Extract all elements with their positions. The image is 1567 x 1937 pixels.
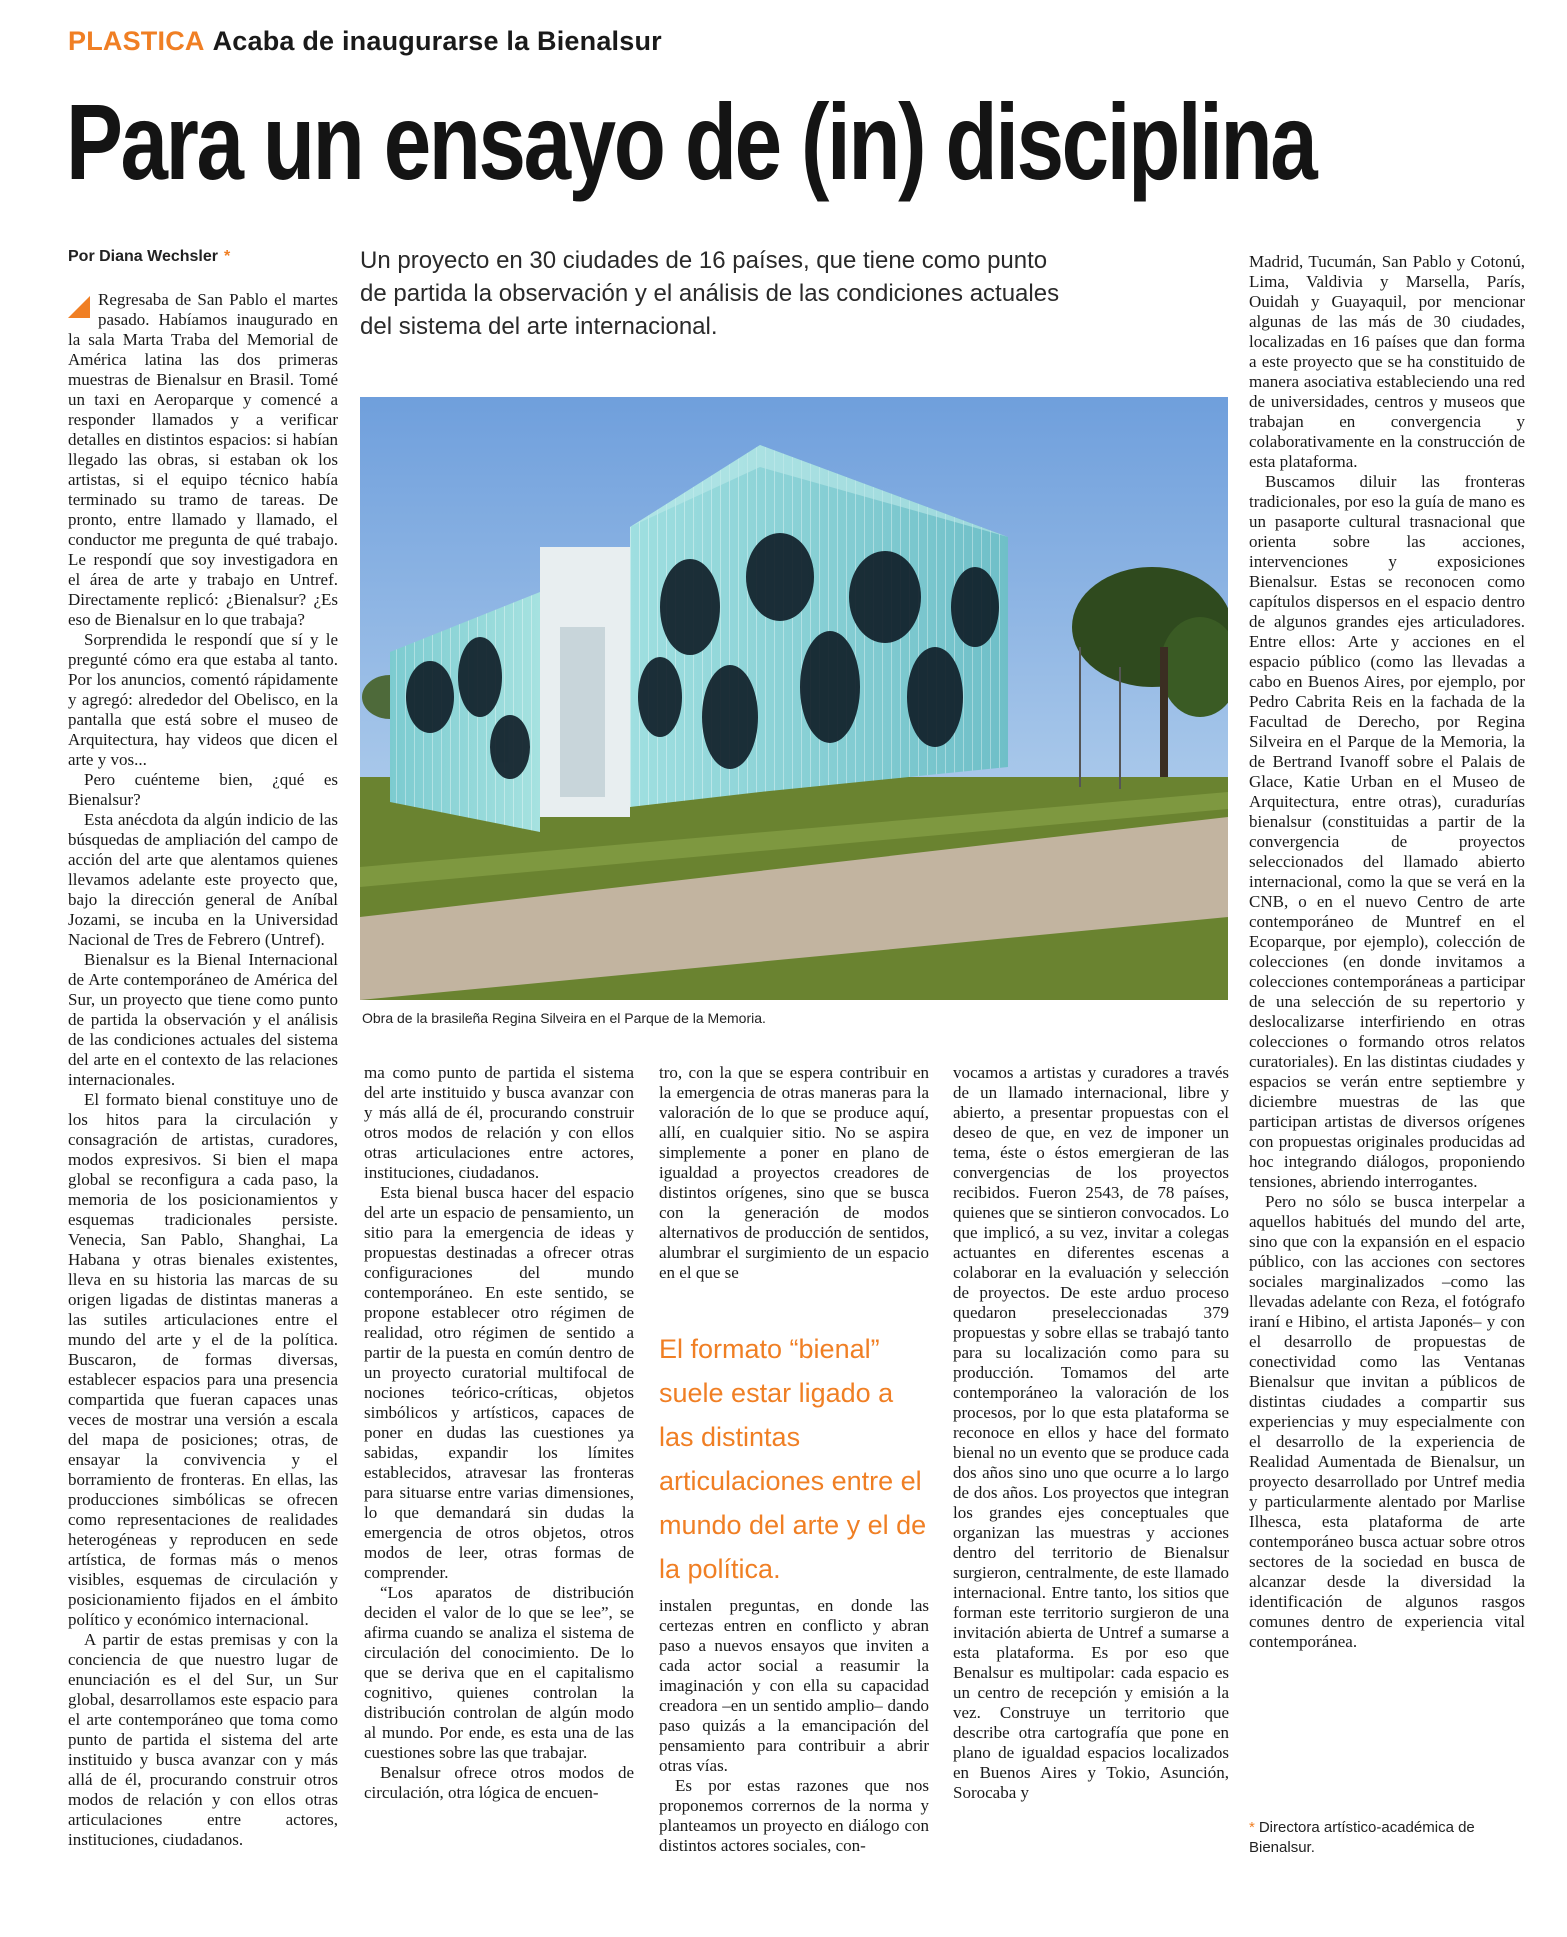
paragraph: Regresaba de San Pablo el martes pasado. Habíamos inaugurado en la sala Marta Traba del Memorial de América latina las dos primeras muestras de Bienalsur en Brasil. Tomé un taxi en Aeroparque y comencé a responder llamados y a verificar detalles en distintos espacios: si habían llegado las obras, si estaban ok los artistas, si el equipo técnico había terminado su tramo de tareas. De pronto, entre llamado y llamado, el conductor me pregunta de qué trabajo. Le respondí que soy investigadora en el área de arte y trabajo en Untref. Directamente replicó: ¿Bienalsur? ¿Es eso de Bienalsur en lo que trabaja? xyxy=(68,290,338,629)
kicker-subtitle: Acaba de inaugurarse la Bienalsur xyxy=(212,26,662,56)
paragraph: Pero no sólo se busca interpelar a aquellos habitués del mundo del arte, sino que con la expansión en el espacio público, con las acciones con sectores sociales marginalizados –como las llevadas adelante con Reza, el fotógrafo iraní e Hibino, el artista Japonés– y con el desarrollo de propuestas de conectividad como las Ventanas Bienalsur que invitan a públicos de distintas ciudades a compartir sus experiencias y muy especialmente con el desarrollo de la experiencia de Realidad Aumentada de Bienalsur, un proyecto desarrollado por Untref media y particularmente alentado por Marlise Ilhesca, esta plataforma de arte contemporáneo busca actuar sobre otros sectores de la sociedad en busca de alcanzar desde la diversidad la identificación de algunos rasgos comunes dentro de experiencia vital contemporánea. xyxy=(1249,1192,1525,1651)
lead-paragraph: Un proyecto en 30 ciudades de 16 países, que tiene como punto de partida la observación y el análisis de las condiciones actuales del sistema del arte internacional. xyxy=(360,247,1060,340)
paragraph: Esta anécdota da algún indicio de las búsquedas de ampliación del campo de acción del arte que alentamos quienes llevamos adelante este proyecto que, bajo la dirección general de Aníbal Jozami, se incuba en la Universidad Nacional de Tres de Febrero (Untref). xyxy=(68,810,338,949)
byline xyxy=(68,248,230,266)
paragraph: Bienalsur es la Bienal Internacional de Arte contemporáneo de América del Sur, un proyecto que tiene como punto de partida la observación y el análisis de las condiciones actuales del sistema del arte en el contexto de las relaciones internacionales. xyxy=(68,950,338,1089)
paragraph: “Los aparatos de distribución deciden el valor de lo que se lee”, se afirma cuando se analiza el sistema de circulación del conocimiento. De lo que se deriva que en el capitalismo cognitivo, quienes controlan la distribución controlan de algún modo al mundo. Por ende, es esta una de las cuestiones sobre las que trabajar. xyxy=(364,1583,634,1762)
column-4 xyxy=(953,1063,1229,1928)
author-name: Por Diana Wechsler xyxy=(68,248,218,265)
footnote-marker: * xyxy=(223,248,231,265)
paragraph: tro, con la que se espera contribuir en la emergencia de otras maneras para la valoración de lo que se produce aquí, allí, en cualquier sitio. No se aspira simplemente a poner en plano de igualdad a proyectos creadores de distintos orígenes, sino que se busca con la generación de modos alternativos de producción de sentidos, alumbrar el surgimiento de un espacio en el que se xyxy=(659,1063,929,1282)
paragraph: instalen preguntas, en donde las certezas entren en conflicto y abran paso a nuevos ensayos que inviten a cada actor social a reasumir la imaginación y con ella su capacidad creadora –en un sentido amplio– dando paso quizás a la emancipación del pensamiento para contribuir a abrir otras vías. xyxy=(659,1596,929,1775)
paragraph: Madrid, Tucumán, San Pablo y Cotonú, Lima, Valdivia y Marsella, París, Ouidah y Guayaquil, por mencionar algunas de las más de 30 ciudades, localizadas en 16 países que dan forma a este proyecto que se ha constituido de manera asociativa estableciendo una red de universidades, centros y museos que trabajan en convergencia y colaborativamente en la construcción de esta plataforma. xyxy=(1249,252,1525,471)
paragraph: Es por estas razones que nos proponemos corrernos de la norma y planteamos un proyecto en diálogo con distintos actores sociales, con- xyxy=(659,1776,929,1855)
section-label: PLASTICA xyxy=(68,26,205,56)
glass-pavilion-illustration xyxy=(360,397,1228,1000)
column-5 xyxy=(1249,252,1525,1812)
paragraph: El formato bienal constituye uno de los hitos para la circulación y consagración de artistas, curadores, modos expresivos. Si bien el mapa global se reconfigura a cada paso, la memoria de los posicionamientos y esquemas tradicionales persiste. Venecia, San Pablo, Shanghai, La Habana y otras bienales existentes, lleva en su historia las marcas de su origen ligadas de distintas maneras a las sutiles articulaciones entre el mundo del arte y el de la política. Buscaron, de formas diversas, establecer espacios para una presencia compartida que fueran capaces unas veces de mostrar una versión a escala del mapa de posiciones; otras, de ensayar la convivencia y el borramiento de fronteras. En ellas, las producciones simbólicas se ofrecen como representaciones de realidades heterogéneas y reproducen en sede artística, de formas más o menos visibles, esquemas de circulación y posicionamiento fijados en el ámbito político y económico internacional. xyxy=(68,1090,338,1629)
column-3-bottom xyxy=(659,1596,929,1926)
paragraph: vocamos a artistas y curadores a través de un llamado internacional, libre y abierto, a presentar propuestas con el deseo de que, en vez de imponer un tema, éste o éstos emergieran de las convergencias de los proyectos recibidos. Fueron 2543, de 78 países, quienes que se sintieron convocados. Lo que implicó, a su vez, invitar a colegas actuantes en diferentes escenas a colaborar en la evaluación y selección de proyectos. De este arduo proceso quedaron preseleccionadas 379 propuestas y sobre ellas se trabajó tanto para su localización como para su producción. Tomamos del arte contemporáneo la valoración de los procesos, por lo que esta plataforma se reconoce en ellos y hace del formato bienal no un evento que se produce cada dos años sino uno que ocurre a lo largo de dos años. Los proyectos que integran los grandes ejes conceptuales que organizan las muestras y acciones dentro del territorio de Bienalsur surgieron, centralmente, de este llamado internacional. Entre tanto, los sitios que forman este territorio surgieron de una invitación abierta de Untref a sumarse a esta plataforma. Es por eso que Benalsur es multipolar: cada espacio es un centro de recepción y emisión a la vez. Construye un territorio que describe otra cartografía que pone en plano de igualdad espacios localizados en Buenos Aires y Tokio, Asunción, Sorocaba y xyxy=(953,1063,1229,1802)
paragraph: Buscamos diluir las fronteras tradicionales, por eso la guía de mano es un pasaporte cultural trasnacional que orienta sobre las acciones, intervenciones y exposiciones Bienalsur. Estas se reconocen como capítulos dispersos en el espacio dentro de algunos grandes ejes articuladores. Entre ellos: Arte y acciones en el espacio público (como las llevadas a cabo en Buenos Aires, por ejemplo, por Pedro Cabrita Reis en la fachada de la Facultad de Derecho, por Regina Silveira en el Parque de la Memoria, la de Bertrand Ivanoff sobre el Palais de Glace, Katie Urban en el Museo de Arquitectura, entre otras), curadurías bienalsur (constituidas a partir de la convergencia de proyectos seleccionados del llamado abierto internacional, como la que se verá en la CNB, o en el nuevo Centro de arte contemporáneo de Muntref en el Ecoparque, por ejemplo), colección de colecciones (en donde invitamos a colecciones contemporáneas a participar de una selección de su repertorio y deslocalizarse interfiriendo en otras colecciones o formando otros relatos curatoriales). En las distintas ciudades y espacios se verán entre septiembre y diciembre muestras de las que participan artistas de diversos orígenes con propuestas originales producidas ad hoc integrando diálogos, proponiendo tensiones, abriendo interrogantes. xyxy=(1249,472,1525,1191)
headline: Para un ensayo de (in) disciplina xyxy=(66,81,1316,202)
footnote-text: Directora artístico-académica de Bienalsur. xyxy=(1249,1819,1475,1856)
photo-caption: Obra de la brasileña Regina Silveira en el Parque de la Memoria. xyxy=(362,1010,766,1026)
paragraph: Sorprendida le respondí que sí y le pregunté cómo era que estaba al tanto. Por los anuncios, comentó rápidamente y agregó: alrededor del Obelisco, en la pantalla que está sobre el museo de Arquitectura, hay videos que dicen el arte y vos... xyxy=(68,630,338,769)
paragraph: Benalsur ofrece otros modos de circulación, otra lógica de encuen- xyxy=(364,1763,634,1802)
paragraph: ma como punto de partida el sistema del arte instituido y busca avanzar con y más allá de él, procurando construir otros modos de relación y con ellos otras articulaciones entre actores, instituciones, ciudadanos. xyxy=(364,1063,634,1182)
footnote-marker: * xyxy=(1249,1819,1255,1836)
pull-quote: El formato “bienal” suele estar ligado a las distintas articulaciones entre el mundo del arte y el de la política. xyxy=(659,1334,927,1584)
column-1 xyxy=(68,290,338,1930)
paragraph: Pero cuénteme bien, ¿qué es Bienalsur? xyxy=(68,770,338,809)
paragraph: A partir de estas premisas y con la conciencia de que nuestro lugar de enunciación es el del Sur, un Sur global, desarrollamos este espacio para el arte contemporáneo que toma como punto de partida el sistema del arte instituido y busca avanzar con y más allá de él, procurando construir otros modos de relación y con ellos otras articulaciones entre actores, instituciones, ciudadanos. xyxy=(68,1630,338,1849)
column-2 xyxy=(364,1063,634,1921)
column-3-top xyxy=(659,1063,929,1363)
paragraph: Esta bienal busca hacer del espacio del arte un espacio de pensamiento, un sitio para la emergencia de ideas y propuestas destinadas a ofrecer otras configuraciones del mundo contemporáneo. En este sentido, se propone establecer otro régimen de realidad, otro régimen de sentido a partir de la puesta en común dentro de un proyecto curatorial multifocal de nociones teórico-críticas, objetos simbólicos y artísticos, capaces de poner en dudas las cuestiones ya sabidas, expandir los límites establecidos, atravesar las fronteras para situarse entre varias dimensiones, lo que demandará sin dudas la emergencia de otros objetos, otros modos de leer, otras formas de comprender. xyxy=(364,1183,634,1582)
dropcap-triangle xyxy=(68,296,90,318)
article-photo xyxy=(360,397,1228,1000)
author-footnote xyxy=(1249,1818,1525,1858)
kicker xyxy=(68,26,662,57)
